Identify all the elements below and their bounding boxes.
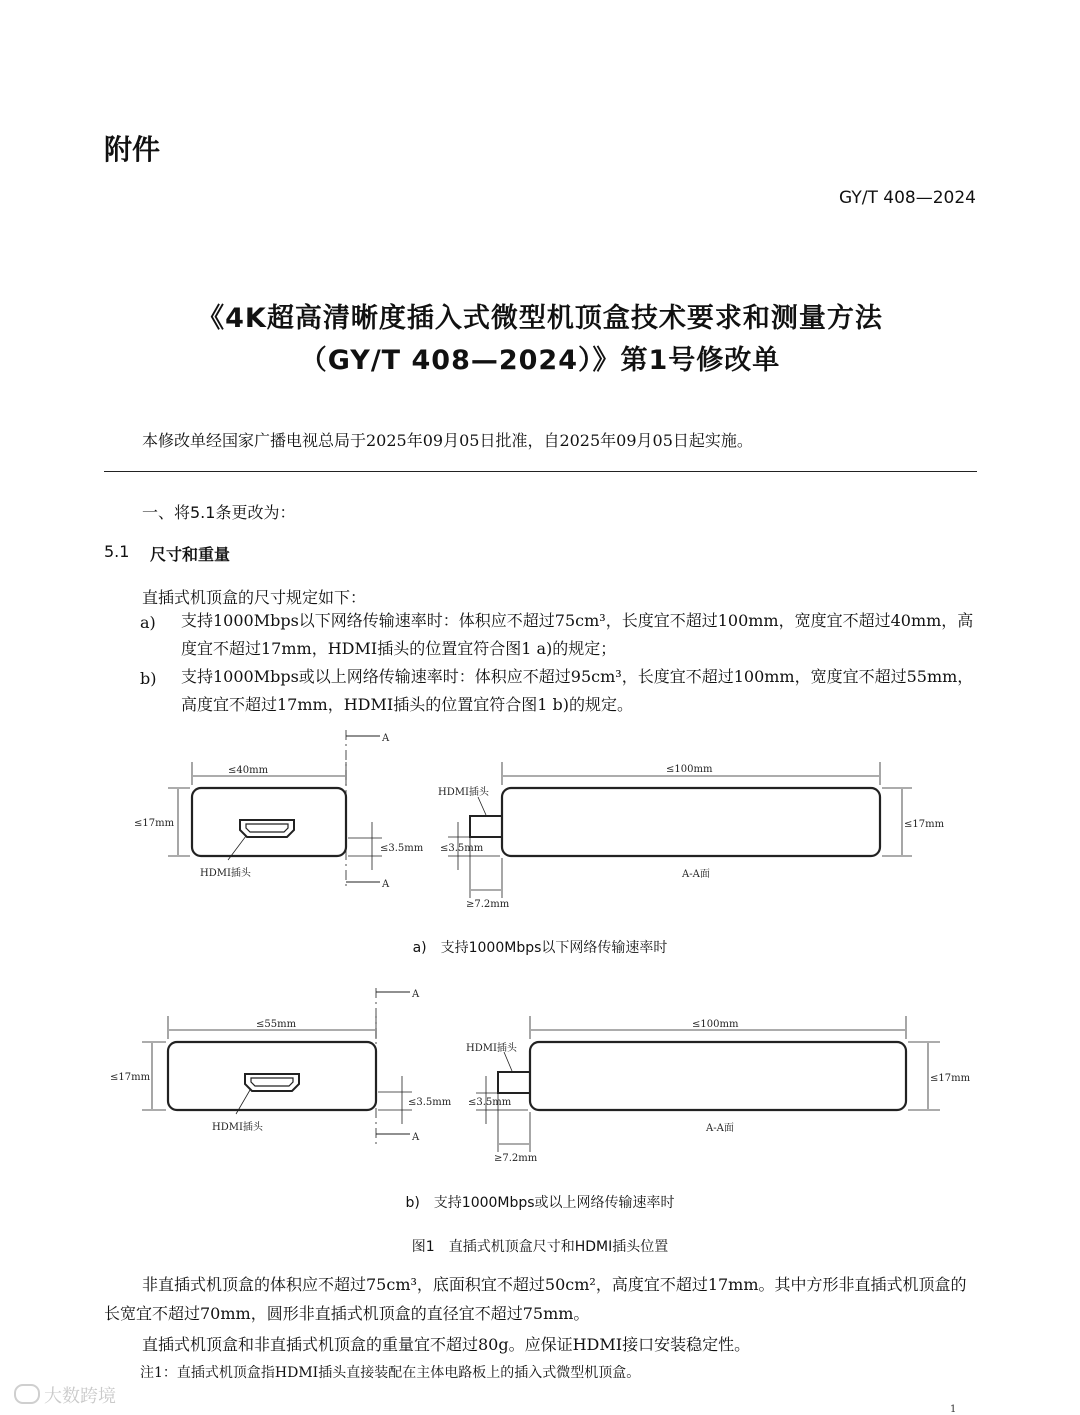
horizontal-rule — [104, 471, 977, 472]
section-title: 尺寸和重量 — [150, 545, 231, 564]
figure-a-offset-label: ≤3.5mm — [380, 843, 424, 854]
figure-a-side-body — [502, 788, 880, 856]
document-title-line2: （GY/T 408—2024）》第1号修改单 — [299, 345, 781, 376]
list-item-a-marker: a) — [140, 613, 156, 632]
page-number: 1 — [950, 1404, 957, 1415]
figure-a-protrusion-label: ≥7.2mm — [466, 899, 510, 910]
watermark-logo-icon — [14, 1384, 40, 1404]
figure-b-section-marker-bottom: A — [412, 1132, 420, 1143]
figure-a-hdmi-port — [240, 820, 294, 837]
watermark — [14, 1382, 116, 1408]
figure-a-width-label: ≤40mm — [228, 765, 269, 776]
figure-b-section-label: A-A面 — [706, 1123, 734, 1134]
attachment-label: 附件 — [104, 133, 161, 166]
figure-a-section-label: A-A面 — [682, 869, 710, 880]
figure-b-height-label: ≤17mm — [110, 1072, 151, 1083]
figure-a-section-marker-bottom: A — [382, 879, 390, 890]
figure-b-side-hdmi — [498, 1072, 530, 1093]
change-heading: 一、将5.1条更改为： — [142, 503, 296, 522]
paragraph-weight: 直插式机顶盒和非直插式机顶盒的重量宜不超过80g。应保证HDMI接口安装稳定性。 — [142, 1335, 751, 1354]
list-item-b-marker: b) — [140, 669, 157, 688]
figure-a-side-hdmi — [470, 816, 502, 837]
figure-b-offset-label: ≤3.5mm — [408, 1097, 452, 1108]
figure-b-hdmi-label: HDMI插头 — [212, 1122, 263, 1133]
figure-a-hdmi-label: HDMI插头 — [200, 868, 251, 879]
figure-a-caption: a) 支持1000Mbps以下网络传输速率时 — [412, 940, 668, 956]
figure-b-side-offset-label: ≤3.5mm — [468, 1097, 512, 1108]
figure-b-protrusion-label: ≥7.2mm — [494, 1153, 538, 1164]
figure-b-length-label: ≤100mm — [692, 1019, 739, 1030]
section-intro: 直插式机顶盒的尺寸规定如下： — [142, 588, 367, 607]
figure-a-side-hdmi-label: HDMI插头 — [438, 787, 489, 798]
document-title-line1: 《4K超高清晰度插入式微型机顶盒技术要求和测量方法 — [197, 303, 883, 334]
figure-b-hdmi-port — [245, 1074, 299, 1091]
figure-b-width-label: ≤55mm — [256, 1019, 297, 1030]
figure-b-side-hdmi-label: HDMI插头 — [466, 1043, 517, 1054]
section-number: 5.1 — [104, 542, 130, 561]
note-1: 注1：直插式机顶盒指HDMI插头直接装配在主体电路板上的插入式微型机顶盒。 — [140, 1365, 641, 1381]
figure-a-section-marker-top: A — [382, 733, 390, 744]
standard-code: GY/T 408—2024 — [839, 188, 976, 208]
figure-b-front-body — [168, 1042, 376, 1110]
figure-b-side-body — [530, 1042, 906, 1110]
list-item-b-text: 支持1000Mbps或以上网络传输速率时：体积应不超过95cm³，长度宜不超过100mm，宽度宜不超过55mm，高度宜不超过17mm，HDMI插头的位置宜符合图1 b)的规定。 — [181, 667, 974, 714]
figure-a-length-label: ≤100mm — [666, 764, 713, 775]
figure-a-side-height-label: ≤17mm — [904, 819, 945, 830]
figure-b-side-height-label: ≤17mm — [930, 1073, 971, 1084]
list-item-a-text: 支持1000Mbps以下网络传输速率时：体积应不超过75cm³，长度宜不超过100mm，宽度宜不超过40mm，高度宜不超过17mm，HDMI插头的位置宜符合图1 a)的规定； — [181, 611, 974, 658]
paragraph-non-direct-size: 非直插式机顶盒的体积应不超过75cm³，底面积宜不超过50cm²，高度宜不超过17mm。其中方形非直插式机顶盒的长宽宜不超过70mm，圆形非直插式机顶盒的直径宜不超过75mm。 — [104, 1275, 967, 1323]
figure-a-height-label: ≤17mm — [134, 818, 175, 829]
approval-statement: 本修改单经国家广播电视总局于2025年09月05日批准，自2025年09月05日起实施。 — [142, 431, 753, 450]
figure-a-front-body — [192, 788, 346, 856]
figure-b-caption: b) 支持1000Mbps或以上网络传输速率时 — [405, 1195, 675, 1211]
figure-b-section-marker-top: A — [412, 989, 420, 1000]
watermark-text: 大数跨境 — [44, 1386, 116, 1407]
figure-b-diagram — [0, 978, 1080, 1178]
figure-a-side-offset-label: ≤3.5mm — [440, 843, 484, 854]
figure-a-diagram — [0, 720, 1080, 930]
figure-1-caption: 图1 直插式机顶盒尺寸和HDMI插头位置 — [411, 1239, 669, 1255]
